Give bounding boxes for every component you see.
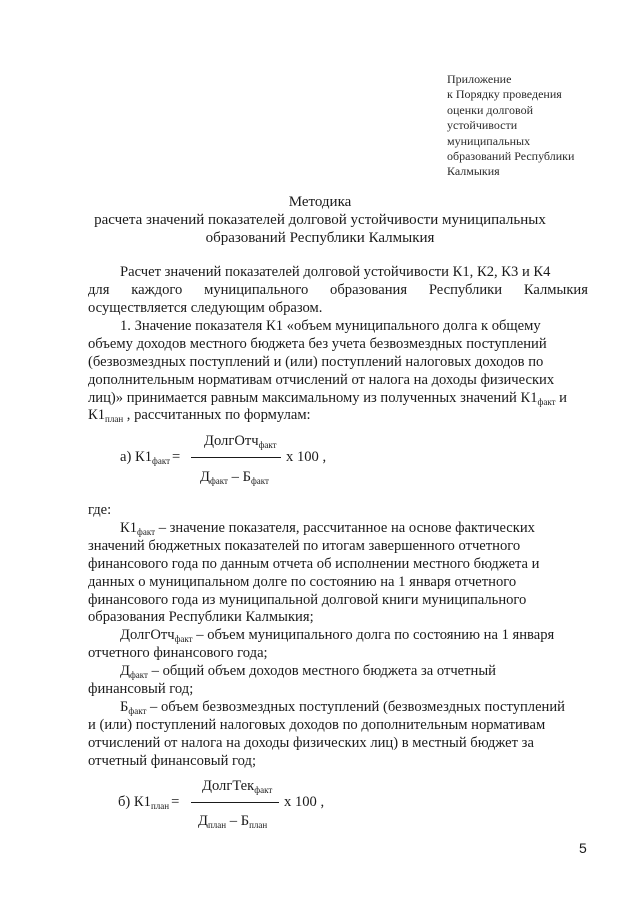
appendix-line: образований Республики <box>447 149 575 164</box>
word: Калмыкия <box>523 281 588 298</box>
formula-tail: х 100 , <box>286 449 327 465</box>
word: образования <box>330 281 408 298</box>
subscript: факт <box>258 440 277 450</box>
formula-label <box>120 449 180 466</box>
formula-numerator <box>202 778 272 795</box>
text-span: – значение показателя, рассчитанное на основе фактических <box>155 520 535 536</box>
equals-sign: = <box>171 794 180 810</box>
appendix-line: оценки долговой <box>447 102 533 117</box>
text-line-justified <box>88 282 588 300</box>
text-line <box>88 627 588 645</box>
subscript: факт <box>537 396 556 407</box>
text-span: и <box>555 389 567 406</box>
appendix-line: муниципальных <box>447 133 531 148</box>
subscript: факт <box>152 456 171 466</box>
subscript: план <box>249 820 268 830</box>
text-span: К1 <box>120 520 138 536</box>
word: каждого <box>131 281 183 298</box>
intro-paragraph <box>88 264 588 318</box>
subscript: факт <box>128 705 147 716</box>
document-subtitle-line: расчета значений показателей долговой устойчивости муниципальных <box>94 212 546 228</box>
text-line: отчетного финансового года; <box>88 645 268 662</box>
text-line <box>88 390 588 408</box>
word: муниципального <box>204 281 309 298</box>
subscript: план <box>150 801 170 811</box>
fraction-bar <box>191 457 281 458</box>
equals-sign: = <box>172 449 181 465</box>
text-line: финансового года по данным отчета об исполнении местного бюджета и <box>88 555 540 572</box>
fraction-bar <box>191 802 279 803</box>
formula-denominator <box>200 469 269 486</box>
text-span: – Б <box>227 469 251 485</box>
appendix-note <box>447 72 617 180</box>
text-line <box>88 520 588 538</box>
text-line: Расчет значений показателей долговой устойчивости К1, К2, К3 и К4 <box>120 264 551 280</box>
text-span: лиц)» принимается равным максимальному из полученных значений К1 <box>88 389 538 406</box>
text-line: дополнительным нормативам отчислений от налога на доходы физических <box>88 371 555 388</box>
appendix-line: устойчивости <box>447 118 518 133</box>
text-line: финансовый год; <box>88 681 194 698</box>
text-line: осуществляется следующим образом. <box>88 299 323 316</box>
subscript: факт <box>250 476 269 486</box>
where-label: где: <box>88 502 112 518</box>
document-title: Методика <box>288 194 352 210</box>
subscript: план <box>105 414 124 425</box>
text-line: значений бюджетных показателей по итогам завершенного отчетного <box>88 537 521 554</box>
text-span: ДолгТек <box>202 778 255 794</box>
text-line <box>88 699 588 717</box>
subscript: факт <box>174 634 193 645</box>
text-span: Б <box>120 698 129 715</box>
appendix-line: к Порядку проведения <box>447 87 562 102</box>
text-span: Д <box>200 469 210 485</box>
document-subtitle-line: образований Республики Калмыкия <box>205 230 435 246</box>
subscript: факт <box>254 785 273 795</box>
formula-denominator <box>198 813 267 830</box>
subscript: факт <box>209 476 228 486</box>
text-line: данных о муниципальном долге по состоянию на 1 января отчетного <box>88 573 517 590</box>
text-span: – общий объем доходов местного бюджета за отчетный <box>147 663 496 680</box>
text-line: отчетный финансовый год; <box>88 752 257 769</box>
text-line: 1. Значение показателя К1 «объем муниципального долга к общему <box>120 318 541 334</box>
text-span: Д <box>198 813 208 829</box>
text-span: ДолгОтч <box>204 433 259 449</box>
subscript: факт <box>129 670 148 681</box>
text-line: образования Республики Калмыкия; <box>88 609 314 626</box>
formula-label <box>118 794 179 811</box>
text-line: и (или) поступлений налоговых доходов по дополнительным нормативам <box>88 716 546 733</box>
text-span: Д <box>120 663 130 680</box>
text-line <box>88 407 588 425</box>
text-line: финансового года из муниципальной долговой книги муниципального <box>88 591 527 608</box>
definitions <box>88 520 588 770</box>
text-span: , рассчитанных по формулам: <box>123 407 311 424</box>
text-span: К1 <box>88 407 106 424</box>
text-span: ДолгОтч <box>120 627 175 644</box>
formula-numerator <box>204 433 277 450</box>
text-span: – объем безвозмездных поступлений (безвозмездных поступлений <box>146 698 565 715</box>
subscript: факт <box>137 527 156 537</box>
appendix-line: Приложение <box>447 72 512 86</box>
text-line: объему доходов местного бюджета без учета безвозмездных поступлений <box>88 335 547 352</box>
subscript: план <box>207 820 227 830</box>
formula-tail: х 100 , <box>284 794 325 810</box>
word: Республики <box>428 281 503 298</box>
text-span: – объем муниципального долга по состоянию на 1 января <box>192 627 555 644</box>
text-line <box>88 663 588 681</box>
text-span: а) К1 <box>120 449 153 465</box>
text-span: б) К1 <box>118 794 151 810</box>
word: для <box>88 281 110 298</box>
paragraph-1 <box>88 318 588 425</box>
appendix-line: Калмыкия <box>447 164 500 179</box>
text-line: (безвозмездных поступлений и (или) поступлений налоговых доходов по <box>88 353 544 370</box>
text-line: отчислений от налога на доходы физических лиц) в местный бюджет за <box>88 734 534 751</box>
page-number: 5 <box>579 840 587 856</box>
text-span: – Б <box>226 813 250 829</box>
